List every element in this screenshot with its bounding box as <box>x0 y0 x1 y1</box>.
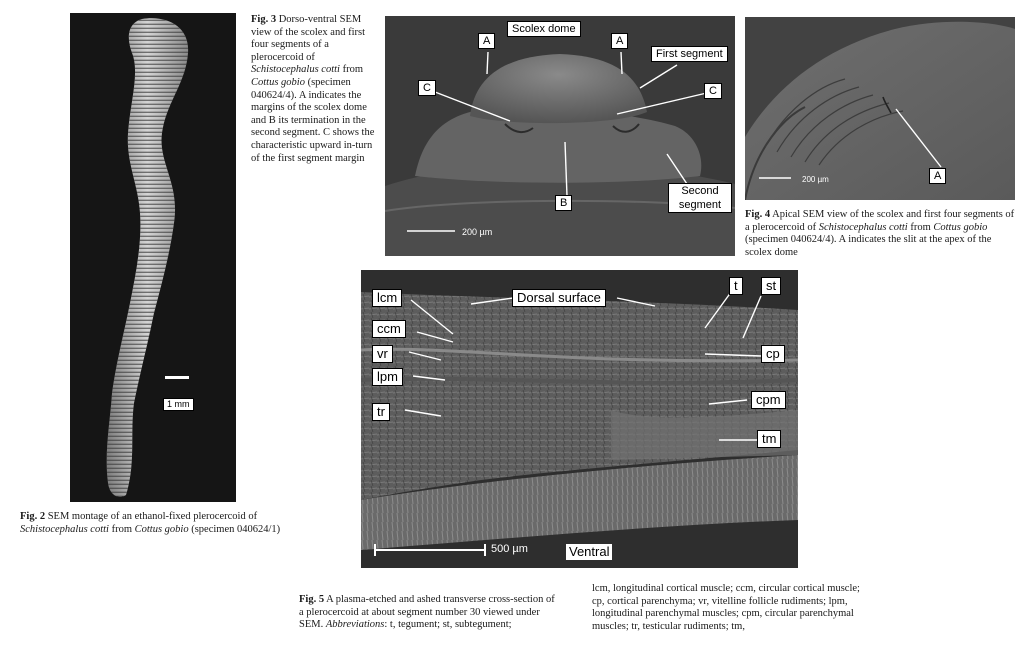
fig5-label-tr: tr <box>372 403 390 421</box>
fig5-label-t: t <box>729 277 743 295</box>
fig3-label-b: B <box>555 195 572 211</box>
fig5-scale-label: 500 µm <box>491 543 528 555</box>
plerocercoid-specimen-image <box>70 13 236 502</box>
fig5-label-lcm: lcm <box>372 289 402 307</box>
transverse-section-image <box>361 270 798 568</box>
fig5-label-vr: vr <box>372 345 393 363</box>
fig3-caption: Fig. 3 Dorso-ventral SEM view of the scolex and first four segments of a plerocercoid of Schistocephalus cotti from Cottus gobio (specimen 040624/4). A indicates the margins of the scolex dome and B its termination in the second segment. C shows the characteristic upward in-turn of the first segment margin <box>251 14 375 164</box>
fig2-scale-bar <box>165 376 189 379</box>
fig4-caption: Fig. 4 Apical SEM view of the scolex and first four segments of a plerocercoid of Schistocephalus cotti from Cottus gobio (specimen 040624/4). A indicates the slit at the apex of the scolex dome <box>745 209 1015 258</box>
fig3-label-a-left: A <box>478 33 495 49</box>
fig3-label-a-right: A <box>611 33 628 49</box>
fig2-scale-label: 1 mm <box>163 398 194 411</box>
fig5-label-dorsal-surface: Dorsal surface <box>512 289 606 307</box>
fig5-label-ccm: ccm <box>372 320 406 338</box>
fig2-caption: Fig. 2 SEM montage of an ethanol-fixed plerocercoid of Schistocephalus cotti from Cottus gobio (specimen 040624/1) <box>20 511 281 535</box>
fig3-label-c-right: C <box>704 83 722 99</box>
fig3-scale-label: 200 µm <box>462 227 493 237</box>
fig5-caption: Fig. 5 A plasma-etched and ashed transverse cross-section of a plerocercoid at about segment number 30 viewed under SEM. Abbreviations: t, tegument; st, subtegument; <box>299 594 555 631</box>
scolex-apical-image <box>745 17 1015 200</box>
fig2-caption-head: Fig. 2 <box>20 511 46 522</box>
fig5-label-st: st <box>761 277 781 295</box>
fig5-label-ventral: Ventral <box>566 544 612 560</box>
fig4-label-a: A <box>929 168 946 184</box>
fig5-label-tm: tm <box>757 430 781 448</box>
fig4-caption-head: Fig. 4 <box>745 209 771 220</box>
fig3-label-scolex-dome: Scolex dome <box>507 21 581 37</box>
fig2-photo <box>70 13 236 502</box>
fig5-label-cpm: cpm <box>751 391 786 409</box>
fig5-caption-head: Fig. 5 <box>299 594 325 605</box>
fig5-label-lpm: lpm <box>372 368 403 386</box>
fig5-caption-col2: lcm, longitudinal cortical muscle; ccm, circular cortical muscle; cp, cortical parenchyma; vr, vitelline follicle rudiments; lpm, longitudinal parenchymal muscles; cpm, circular parenchymal muscles; tr, testicular rudiments; tm, <box>592 583 860 632</box>
fig5-photo <box>361 270 798 568</box>
fig4-photo <box>745 17 1015 200</box>
fig3-label-second-segment: Second segment <box>668 183 732 213</box>
fig3-label-c-left: C <box>418 80 436 96</box>
fig3-label-first-segment: First segment <box>651 46 728 62</box>
fig4-scale-label: 200 µm <box>802 175 829 184</box>
fig3-caption-head: Fig. 3 <box>251 14 277 25</box>
fig5-label-cp: cp <box>761 345 785 363</box>
